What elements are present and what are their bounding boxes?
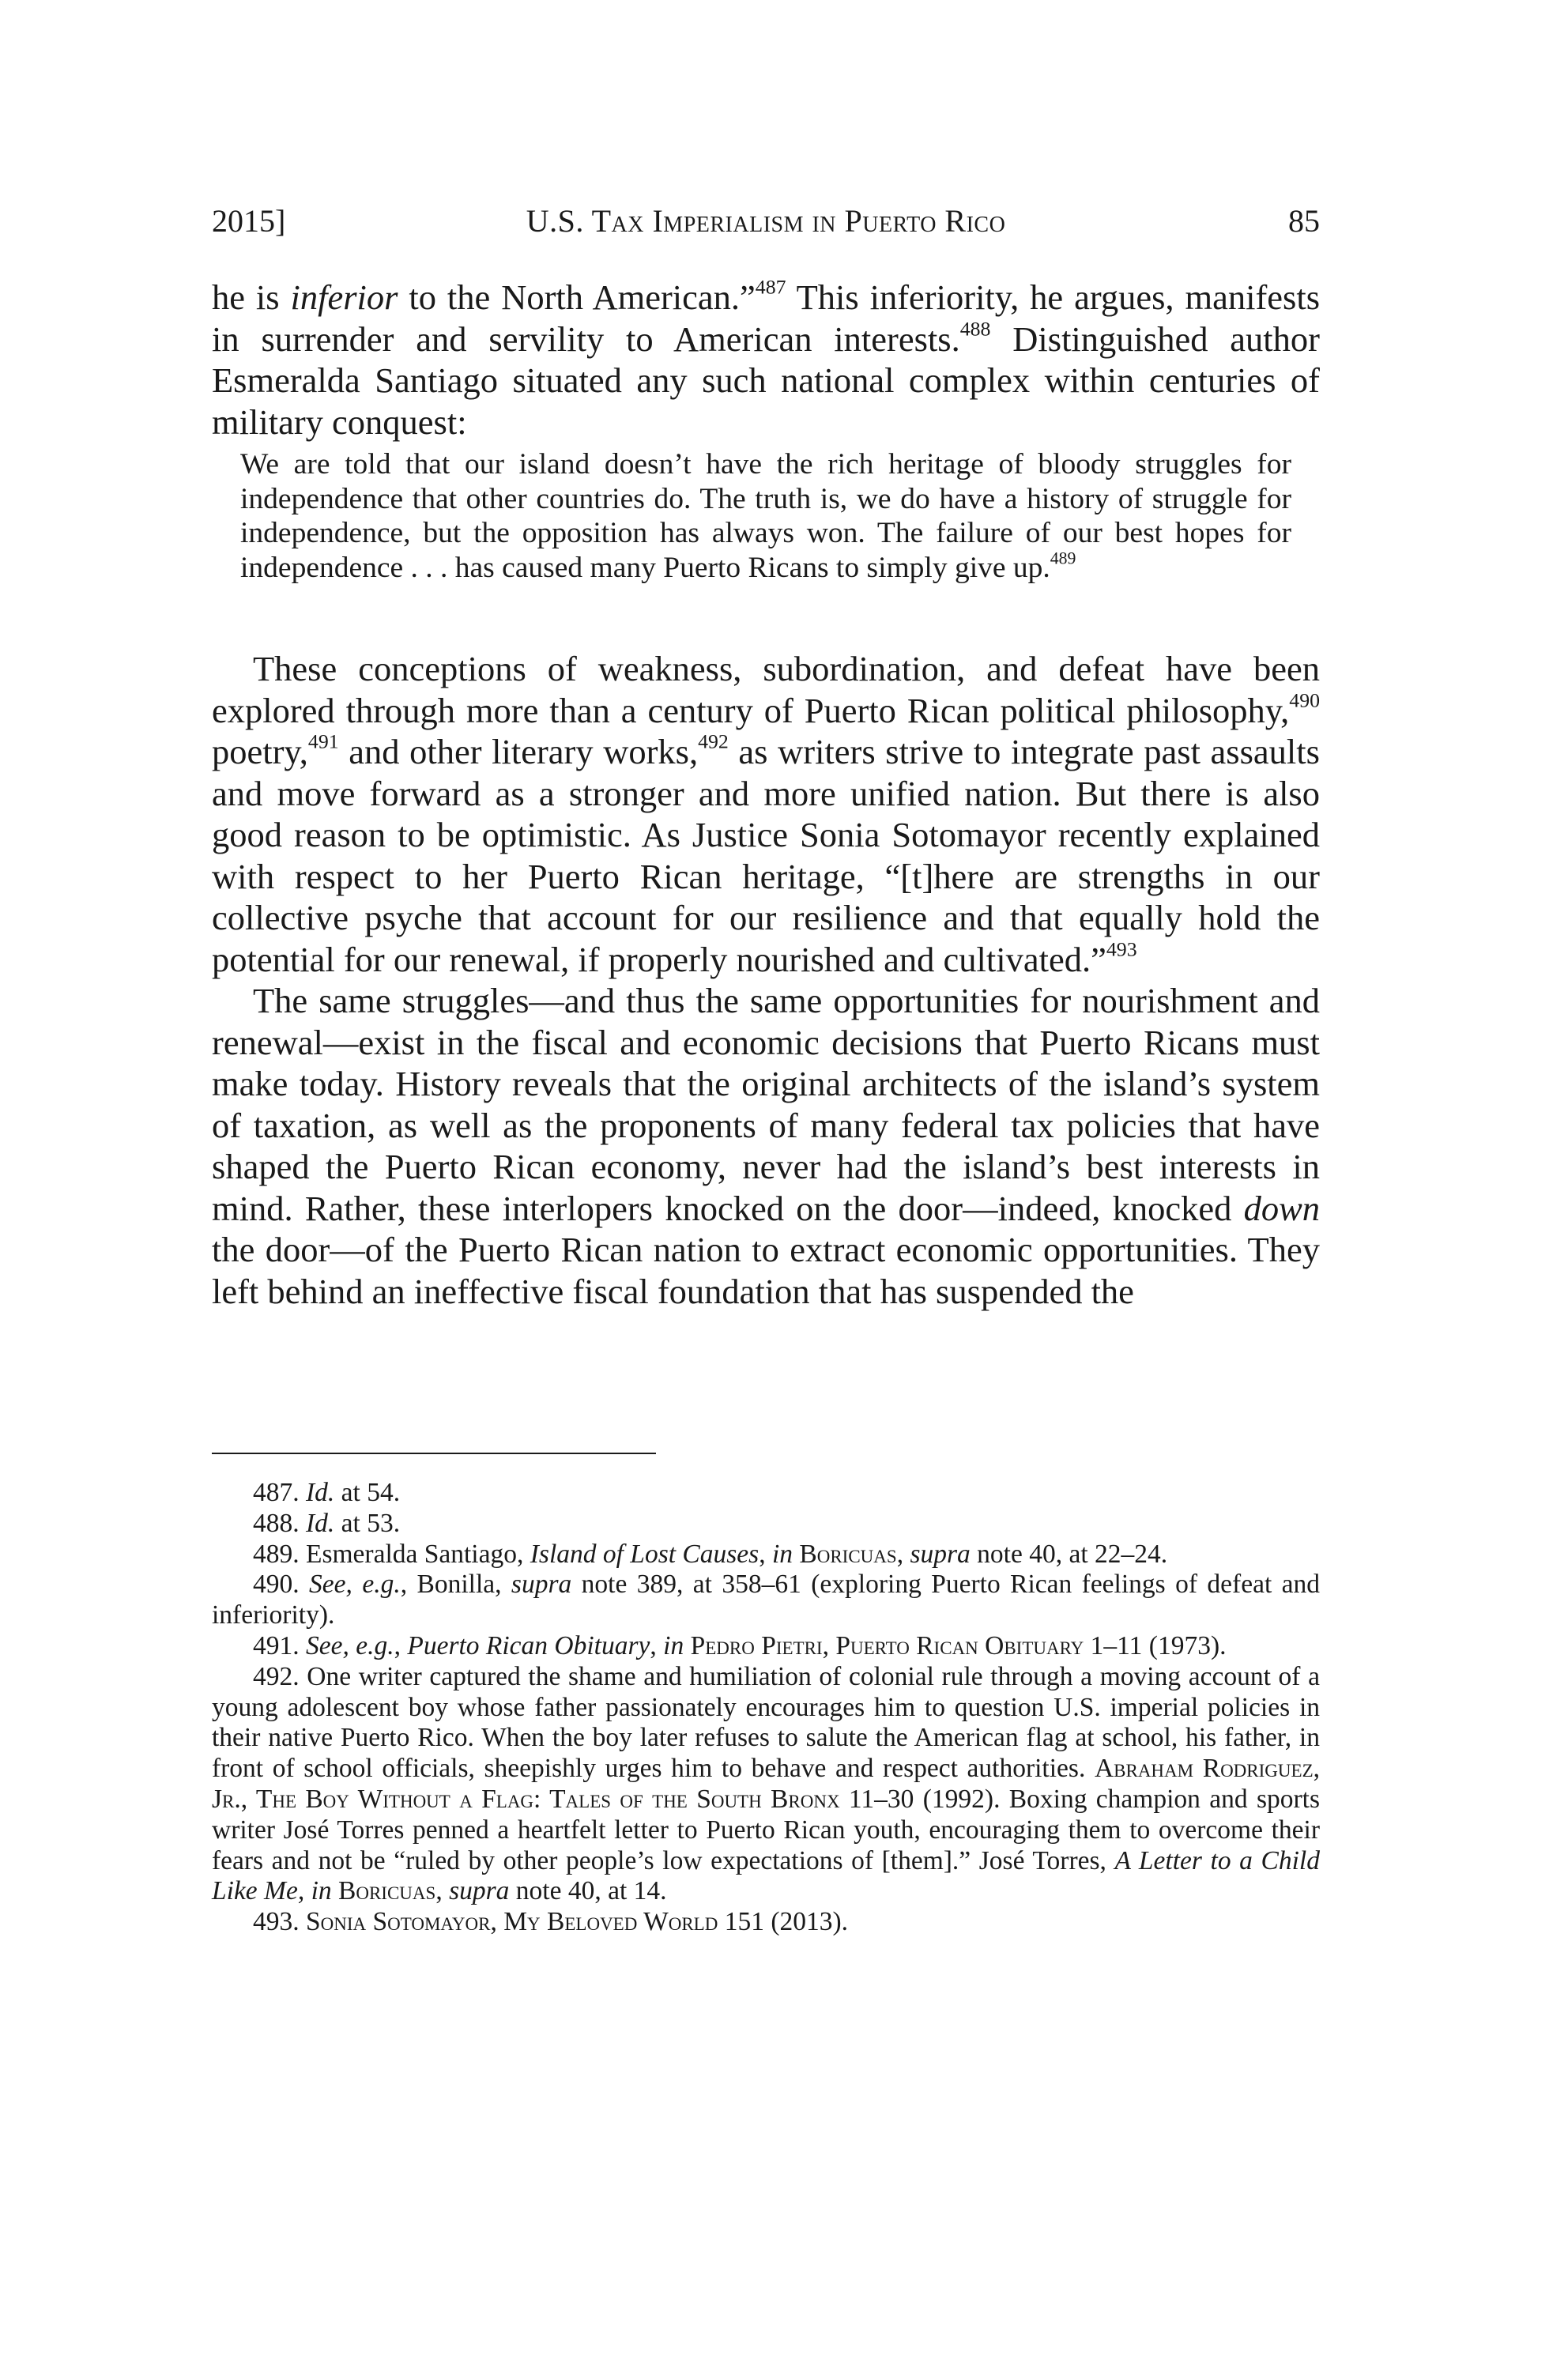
- running-header: [212, 198, 1320, 245]
- text-run: One writer captured the shame and humiliation of colonial rule through a moving account of a young adolescent boy whose father passionately encourages him to question U.S. imperial policies in their native Puerto Rico. When the boy later refuses to salute the American flag at school, his father, in front of school officials, sheepishly urges him to behave and respect authorities.: [212, 1661, 1321, 1784]
- text-run: Distinguished author Esmeralda Santiago situated any such national complex within centuries of military conquest:: [212, 318, 1320, 442]
- text-run: note 389, at 358–61 (exploring Puerto Rican feelings of defeat and inferiority).: [212, 1570, 1321, 1630]
- footnote-ref[interactable]: 491: [307, 729, 339, 753]
- emphasis: Island of Lost Causes: [530, 1539, 760, 1569]
- footnote-489: [212, 1540, 1320, 1570]
- footnote-number: 493.: [253, 1907, 300, 1937]
- paragraph-3: [212, 980, 1320, 1312]
- text-run: ,: [759, 1539, 772, 1569]
- text-run: at 54.: [334, 1478, 401, 1507]
- text-run: These conceptions of weakness, subordination, and defeat have been explored through more than a century of Puerto Rican political philosophy,: [212, 649, 1320, 730]
- small-caps: Abraham Rodriguez, Jr., The Boy Without a Flag: Tales of the South Bronx: [212, 1754, 1320, 1814]
- footnote-ref[interactable]: 489: [1050, 548, 1076, 568]
- emphasis: supra: [511, 1570, 572, 1600]
- footnote-number: 487.: [253, 1478, 300, 1507]
- emphasis: inferior: [290, 277, 398, 317]
- emphasis: supra: [910, 1539, 971, 1569]
- footnote-number: 492.: [253, 1661, 300, 1691]
- text-run: and other literary works,: [338, 732, 699, 771]
- text-run: , Bonilla,: [400, 1570, 511, 1600]
- page-number: 85: [1288, 203, 1320, 239]
- footnote-493: [212, 1907, 1320, 1938]
- header-title: U.S. Tax Imperialism in Puerto Rico: [526, 203, 1006, 239]
- text-run: ,: [650, 1630, 664, 1660]
- header-year: 2015]: [212, 203, 286, 239]
- footnote-ref[interactable]: 492: [698, 729, 729, 753]
- footnote-492: [212, 1662, 1320, 1907]
- footnotes: [212, 1478, 1320, 1938]
- text-run: Esmeralda Santiago,: [306, 1539, 530, 1569]
- footnote-number: 491.: [253, 1630, 300, 1660]
- block-quote: [240, 447, 1291, 585]
- text-run: This inferiority, he argues, manifests in surrender and servility to American interests.: [212, 277, 1321, 359]
- footnote-ref[interactable]: 488: [959, 317, 991, 341]
- paragraph-1: [212, 277, 1320, 443]
- emphasis: in: [663, 1630, 684, 1660]
- footnote-ref[interactable]: 490: [1289, 688, 1320, 712]
- footnote-487: [212, 1478, 1320, 1509]
- text-run: 11–30 (1992). Boxing champion and sports writer José Torres penned a heartfelt letter to Puerto Rican youth, encouraging them to overcome their fears and not be “ruled by other people’s low expectations of [them].” José Torres,: [212, 1784, 1320, 1875]
- small-caps: Boricuas: [793, 1539, 897, 1569]
- small-caps: Sonia Sotomayor, My Beloved World: [306, 1907, 718, 1937]
- text-run: note 40, at 14.: [509, 1876, 667, 1906]
- text-run: to the North American.”: [398, 277, 756, 317]
- emphasis: Puerto Rican Obituary: [407, 1630, 650, 1660]
- text-run: poetry,: [212, 732, 308, 771]
- footnote-number: 489.: [253, 1539, 300, 1569]
- text-run: ,: [896, 1539, 910, 1569]
- text-run: the door—of the Puerto Rican nation to extract economic opportunities. They left behind an ineffective fiscal foundation that has suspended the: [212, 1230, 1320, 1311]
- footnote-number: 490.: [253, 1570, 300, 1600]
- text-run: he is: [212, 277, 291, 317]
- emphasis: A Letter to a Child Like Me, in: [212, 1845, 1320, 1906]
- text-run: ,: [435, 1876, 450, 1906]
- footnote-491: [212, 1631, 1320, 1662]
- footnote-490: [212, 1570, 1320, 1631]
- small-caps: Pedro Pietri, Puerto Rican Obituary: [684, 1630, 1084, 1660]
- footnote-ref[interactable]: 487: [755, 275, 786, 299]
- paragraph-2: [212, 648, 1320, 980]
- emphasis: See, e.g.: [306, 1630, 394, 1660]
- emphasis: See, e.g.: [309, 1570, 401, 1600]
- emphasis: supra: [449, 1876, 510, 1906]
- footnote-ref[interactable]: 493: [1106, 937, 1137, 961]
- text-run: as writers strive to integrate past assaults and move forward as a stronger and more unified nation. But there is also good reason to be optimistic. As Justice Sonia Sotomayor recently explained with respect to her Puerto Rican heritage, “[t]here are strengths in our collective psyche that account for our resilience and that equally hold the potential for our renewal, if properly nourished and cultivated.”: [212, 732, 1320, 979]
- small-caps: Boricuas: [331, 1876, 436, 1906]
- body-paragraphs: [212, 648, 1320, 1312]
- quote-text: We are told that our island doesn’t have the rich heritage of bloody struggles for independence that other countries do. The truth is, we do have a history of struggle for independence, but the opposition has always won. The failure of our best hopes for independence . . . has caused many Puerto Ricans to simply give up.: [240, 448, 1291, 584]
- emphasis: in: [771, 1539, 793, 1569]
- footnote-number: 488.: [253, 1508, 300, 1538]
- text-run: 151 (2013).: [718, 1907, 849, 1937]
- text-run: at 53.: [334, 1508, 401, 1538]
- footnote-488: [212, 1509, 1320, 1540]
- footnote-divider: [212, 1453, 656, 1454]
- text-run: note 40, at 22–24.: [970, 1539, 1168, 1569]
- emphasis: Id.: [306, 1508, 335, 1538]
- emphasis: down: [1243, 1188, 1320, 1228]
- text-run: ,: [394, 1630, 408, 1660]
- text-run: The same struggles—and thus the same opportunities for nourishment and renewal—exist in the fiscal and economic decisions that Puerto Ricans must make today. History reveals that the original architects of the island’s system of taxation, as well as the proponents of many federal tax policies that have shaped the Puerto Rican economy, never had the island’s best interests in mind. Rather, these interlopers knocked on the door—indeed, knocked: [212, 981, 1320, 1228]
- emphasis: Id.: [306, 1478, 335, 1507]
- text-run: 1–11 (1973).: [1084, 1630, 1227, 1660]
